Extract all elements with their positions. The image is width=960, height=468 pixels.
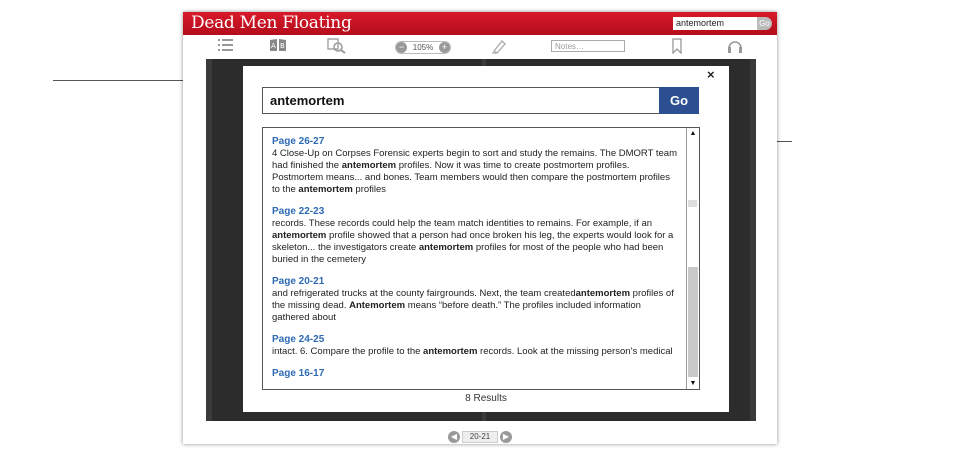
- result-item[interactable]: [272, 276, 680, 324]
- list-icon[interactable]: [217, 38, 235, 56]
- results-content: [272, 136, 680, 390]
- scroll-up-icon[interactable]: ▲: [689, 130, 697, 137]
- result-snippet: records. These records could help the team match identities to remains. For example, if an antemortem profile showed that a person had once broken his leg, the experts would look for a skeleton... the investigators create antemortem profiles for most of the people who had been buried in the cemetery: [272, 218, 674, 265]
- result-page-link[interactable]: Page 16-17: [272, 368, 325, 379]
- top-go-button[interactable]: Go: [757, 17, 772, 30]
- bookmark-icon[interactable]: [670, 38, 684, 56]
- search-input[interactable]: antemortem: [262, 87, 660, 114]
- zoom-in-button[interactable]: +: [439, 42, 450, 53]
- glossary-icon[interactable]: [268, 38, 288, 56]
- page-number: 20-21: [462, 431, 498, 443]
- result-page-link[interactable]: Page 26-27: [272, 136, 325, 147]
- page-navigator: [448, 431, 512, 443]
- result-item[interactable]: [272, 136, 680, 196]
- result-item[interactable]: [272, 368, 680, 380]
- zoom-level: 105%: [412, 43, 434, 52]
- results-list[interactable]: [262, 127, 700, 390]
- svg-text:A: A: [271, 42, 276, 50]
- result-item[interactable]: [272, 334, 680, 358]
- result-item[interactable]: [272, 206, 680, 266]
- zoom-out-button[interactable]: −: [396, 42, 407, 53]
- prev-page-button[interactable]: ◀: [448, 431, 460, 443]
- scroll-down-icon[interactable]: ▼: [689, 380, 697, 387]
- zoom-control: [395, 41, 451, 54]
- result-snippet: and refrigerated trucks at the county fairgrounds. Next, the team createdantemortem profiles of the missing dead. Antemortem means “before death.” The profiles included information gathered about: [272, 288, 674, 323]
- result-snippet: 4 Close-Up on Corpses Forensic experts begin to sort and study the remains. The DMORT team had finished the antemortem profiles. Now it was time to create postmortem profiles. Postmortem means... and bones. Team members would then compare the postmortem profiles to the antemortem profiles: [272, 148, 677, 195]
- result-page-link[interactable]: Page 22-23: [272, 206, 325, 217]
- toolbar: [183, 35, 777, 59]
- result-page-link[interactable]: Page 24-25: [272, 334, 325, 345]
- title-bar: [183, 12, 777, 35]
- results-scrollbar[interactable]: [686, 128, 699, 389]
- notes-input[interactable]: Notes…: [551, 40, 625, 52]
- search-zoom-icon[interactable]: [327, 38, 347, 56]
- result-page-link[interactable]: Page 20-21: [272, 276, 325, 287]
- scroll-thumb[interactable]: [688, 200, 697, 207]
- app-title: Dead Men Floating: [191, 13, 352, 33]
- highlighter-icon[interactable]: [490, 38, 508, 56]
- results-count: 8 Results: [465, 393, 507, 404]
- headphones-icon[interactable]: [725, 38, 745, 56]
- top-search-input[interactable]: antemortem: [673, 17, 757, 30]
- search-dialog: [243, 66, 729, 412]
- result-snippet: intact. 6. Compare the profile to the antemortem records. Look at the missing person’s medical: [272, 346, 673, 357]
- next-page-button[interactable]: ▶: [500, 431, 512, 443]
- scroll-track[interactable]: [688, 267, 698, 377]
- close-icon[interactable]: ×: [707, 67, 715, 82]
- svg-text:B: B: [280, 42, 285, 50]
- go-button[interactable]: Go: [659, 87, 699, 114]
